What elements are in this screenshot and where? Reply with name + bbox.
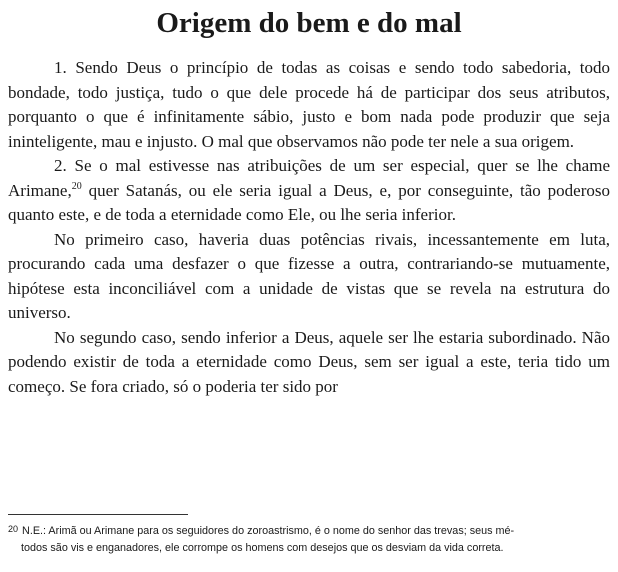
paragraph-3: No primeiro caso, haveria duas potências rivais, incessantemente em luta, procurando cada uma desfazer o que fizesse a outra, contrariando-se mutuamente, hipótese esta inconciliável com a unidade de vistas que se revela na estrutura do universo.: [8, 229, 610, 322]
body-text: [8, 56, 610, 399]
footnote-mark: 20: [8, 524, 19, 534]
paragraph-number: 2.: [54, 156, 67, 175]
footnote-text-1: N.E.: Arimã ou Arimane para os seguidores do zoroastrismo, é o nome do senhor das trevas; seus mé-: [22, 525, 515, 537]
footnote-divider: [8, 514, 188, 515]
footnote-reference[interactable]: 20: [71, 180, 82, 192]
footnote-line-2: todos são vis e enganadores, ele corrompe os homens com desejos que os desviam da vida correta.: [21, 542, 504, 554]
paragraph-4: No segundo caso, sendo inferior a Deus, aquele ser lhe estaria subordinado. Não podendo existir de toda a eternidade como Deus, sem ser igual a este, teria tido um começo. Se fora criado, só o poderia ter sido por: [8, 327, 610, 396]
paragraph-text-continued: quer Satanás, ou ele seria igual a Deus, e, por conseguinte, tão poderoso quanto este, e de toda a eternidade como Ele, ou lhe seria inferior.: [8, 180, 610, 224]
chapter-title: Origem do bem e do mal: [156, 7, 462, 39]
paragraph-2: [8, 154, 610, 228]
paragraph-text: Se o mal estivesse nas atribuições de um ser especial, quer se lhe chame Arimane,: [8, 156, 610, 200]
footnote: [8, 523, 612, 557]
paragraph-text: Sendo Deus o princípio de todas as coisas e sendo todo sabedoria, todo bondade, todo justiça, tudo o que dele procede há de participar dos seus atributos, porquanto o que é infinitamente sábio, justo e bom nada pode produzir que seja ininteligente, mau e injusto. O mal que observamos não pode ter nele a sua origem.: [8, 58, 610, 151]
paragraph-number: 1.: [54, 58, 67, 77]
paragraph-1: [8, 56, 610, 154]
footnote-line-1: [8, 523, 612, 540]
